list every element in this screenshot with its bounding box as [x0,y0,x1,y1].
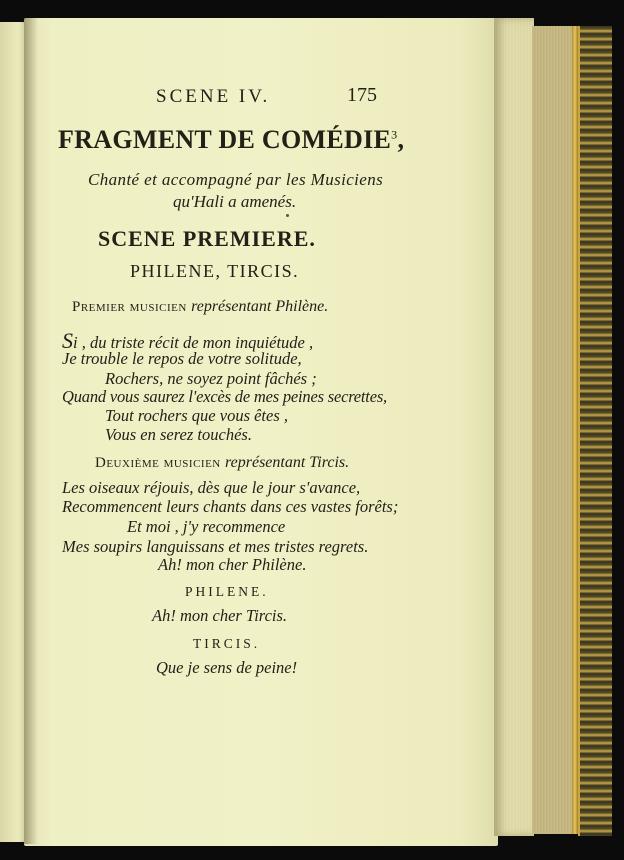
verse-line: Vous en serez touchés. [105,425,252,444]
speaker-heading-2 [95,454,349,472]
verse-line: Ah! mon cher Philène. [158,555,307,574]
verse-line: Ah! mon cher Tircis. [152,606,288,625]
characters-list: PHILENE, TIRCIS. [130,261,300,281]
subtitle-line-1: Chanté et accompagné par les Musiciens [88,170,384,189]
speaker-heading-3: PHILENE. [185,584,269,599]
verse-line: Recommencent leurs chants dans ces vastes forêts; [62,497,399,516]
ornament-dot [286,214,289,217]
page-edges [494,18,534,836]
book-cover-spine [578,26,612,836]
verse-line: Les oiseaux réjouis, dès que le jour s'avance, [62,478,361,497]
page-gutter-shadow [24,18,38,844]
subtitle-line-2: qu'Hali a amenés. [173,192,297,211]
running-head: SCENE IV. [156,86,271,107]
verse-line: Mes soupirs languissans et mes tristes regrets. [62,537,369,556]
verse-line: Rochers, ne soyez point fâchés ; [105,369,317,388]
speaker-name: Premier musicien [72,299,187,315]
verse-line: Je trouble le repos de votre solitude, [62,349,302,368]
speaker-role: représentant Philène. [191,298,329,315]
speaker-heading-1 [72,298,328,316]
verse-line: Que je sens de peine! [156,658,298,677]
page-number: 175 [347,84,377,106]
speaker-role: représentant Tircis. [225,454,350,471]
scene-title: SCENE PREMIERE. [98,226,316,251]
title-text: FRAGMENT DE COMÉDIE [58,125,392,154]
speaker-heading-4: TIRCIS. [193,636,261,651]
title-footnote-mark: 3 [391,127,398,142]
drop-initial: S [62,328,73,353]
verse-line: Tout rochers que vous êtes , [105,406,289,425]
speaker-name: Deuxième musicien [95,455,221,471]
verse-line: Et moi , j'y recommence [127,517,286,536]
verse-text: i , du triste récit de mon inquiétude , [73,333,314,352]
page-title: FRAGMENT DE COMÉDIE$^3$, [58,125,405,154]
verse-line: Quand vous saurez l'excès de mes peines secrettes, [62,387,387,406]
left-page-edge [0,22,26,842]
